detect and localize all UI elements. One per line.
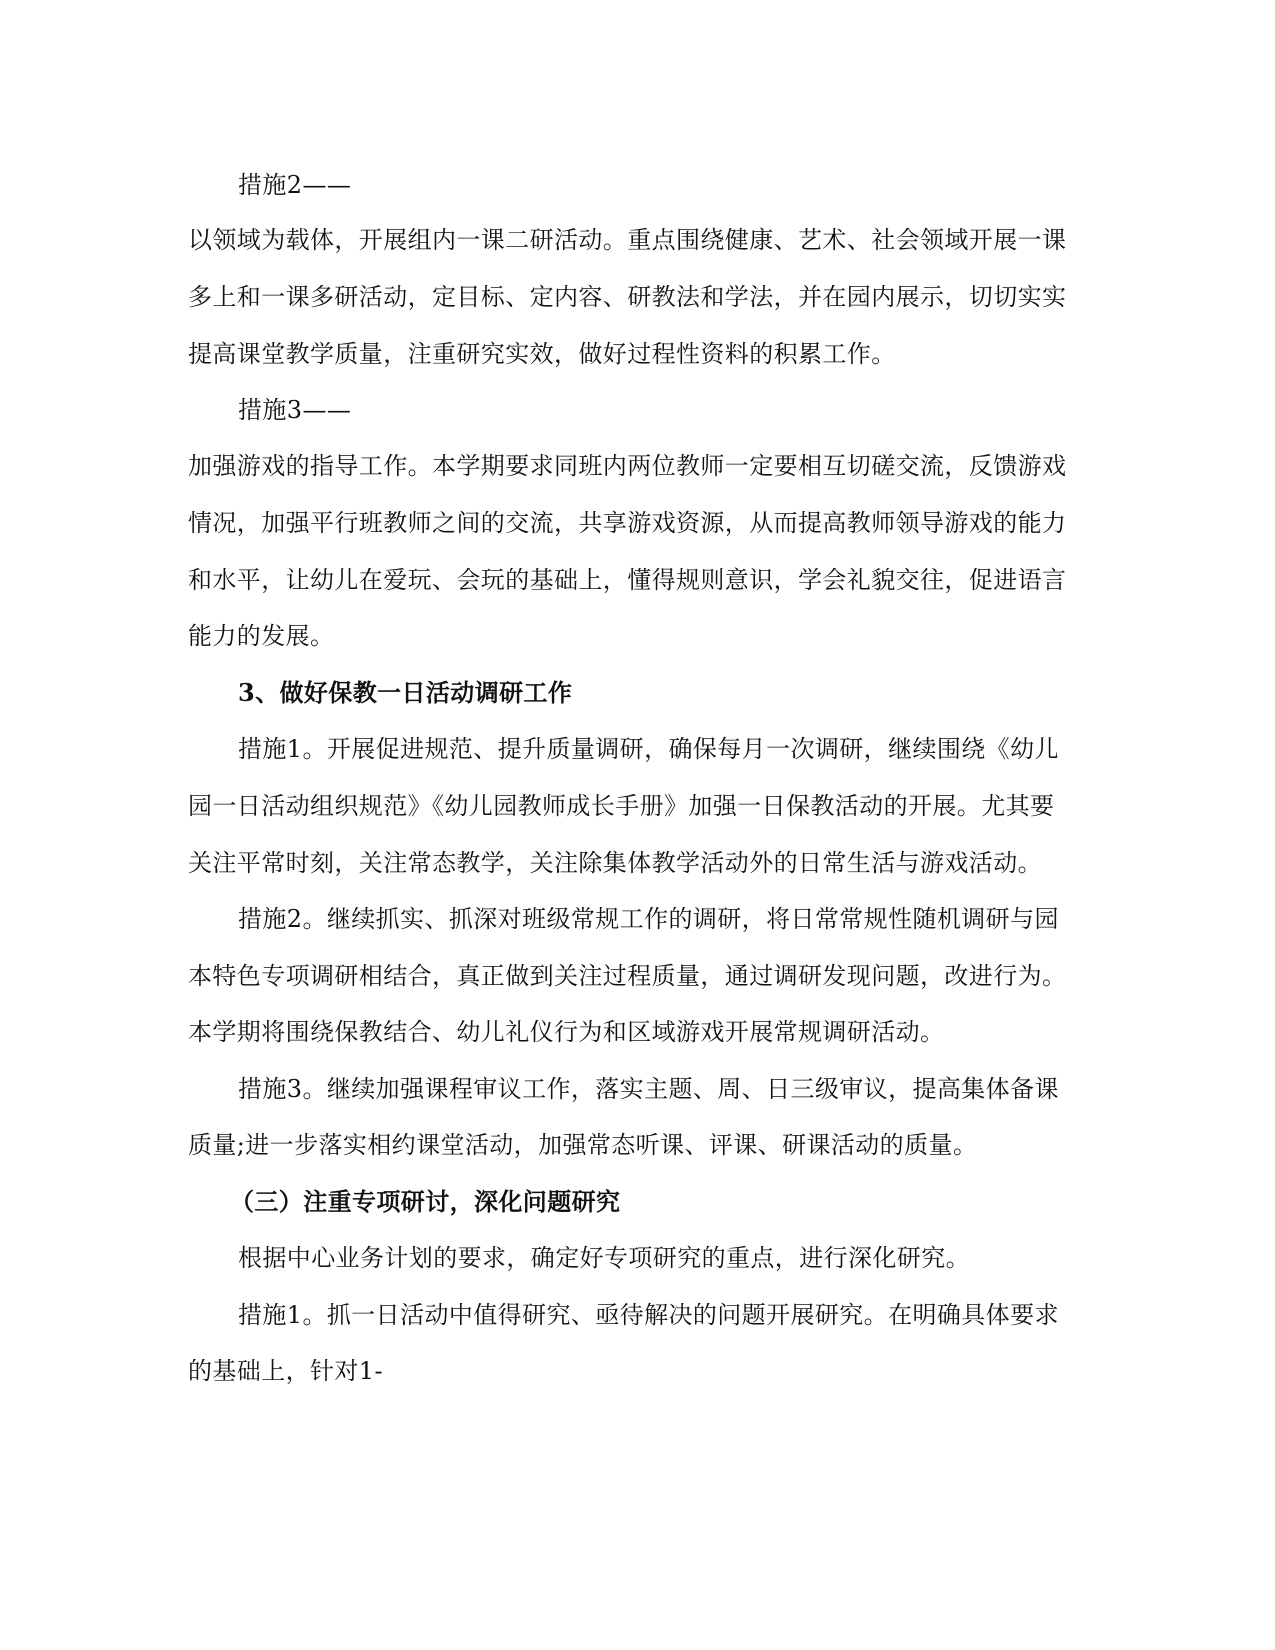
measure-3-label: 措施3—— xyxy=(238,396,352,424)
paragraph-line: 质量;进一步落实相约课堂活动，加强常态听课、评课、研课活动的质量。 xyxy=(188,1131,978,1159)
paragraph-line: 的基础上，针对1- xyxy=(188,1357,383,1385)
paragraph-line: 本特色专项调研相结合，真正做到关注过程质量，通过调研发现问题，改进行为。 xyxy=(188,962,1067,990)
paragraph-line: 能力的发展。 xyxy=(188,622,335,650)
paragraph-line: 和水平，让幼儿在爱玩、会玩的基础上，懂得规则意识，学会礼貌交往，促进语言 xyxy=(188,566,1067,594)
section-heading: 3、做好保教一日活动调研工作 xyxy=(238,678,573,707)
paragraph-line: 措施2。继续抓实、抓深对班级常规工作的调研，将日常常规性随机调研与园 xyxy=(238,905,1059,933)
paragraph-line: 关注平常时刻，关注常态教学，关注除集体教学活动外的日常生活与游戏活动。 xyxy=(188,849,1042,877)
paragraph-line: 措施1。开展促进规范、提升质量调研，确保每月一次调研，继续围绕《幼儿 xyxy=(238,735,1059,763)
paragraph-line: 本学期将围绕保教结合、幼儿礼仪行为和区域游戏开展常规调研活动。 xyxy=(188,1018,945,1046)
paragraph-line: 措施3。继续加强课程审议工作，落实主题、周、日三级审议，提高集体备课 xyxy=(238,1075,1059,1103)
measure-2-label: 措施2—— xyxy=(238,171,352,199)
paragraph-line: 根据中心业务计划的要求，确定好专项研究的重点，进行深化研究。 xyxy=(238,1244,970,1272)
paragraph-line: 措施1。抓一日活动中值得研究、亟待解决的问题开展研究。在明确具体要求 xyxy=(238,1301,1059,1329)
subsection-heading: （三）注重专项研讨，深化问题研究 xyxy=(230,1187,621,1216)
paragraph-line: 园一日活动组织规范》《幼儿园教师成长手册》加强一日保教活动的开展。尤其要 xyxy=(188,792,1055,820)
paragraph-line: 多上和一课多研活动，定目标、定内容、研教法和学法，并在园内展示，切切实实 xyxy=(188,283,1067,311)
paragraph-line: 情况，加强平行班教师之间的交流，共享游戏资源，从而提高教师领导游戏的能力 xyxy=(188,509,1067,537)
paragraph-line: 以领域为载体，开展组内一课二研活动。重点围绕健康、艺术、社会领域开展一课 xyxy=(188,226,1067,254)
paragraph-line: 提高课堂教学质量，注重研究实效，做好过程性资料的积累工作。 xyxy=(188,340,896,368)
paragraph-line: 加强游戏的指导工作。本学期要求同班内两位教师一定要相互切磋交流，反馈游戏 xyxy=(188,452,1067,480)
